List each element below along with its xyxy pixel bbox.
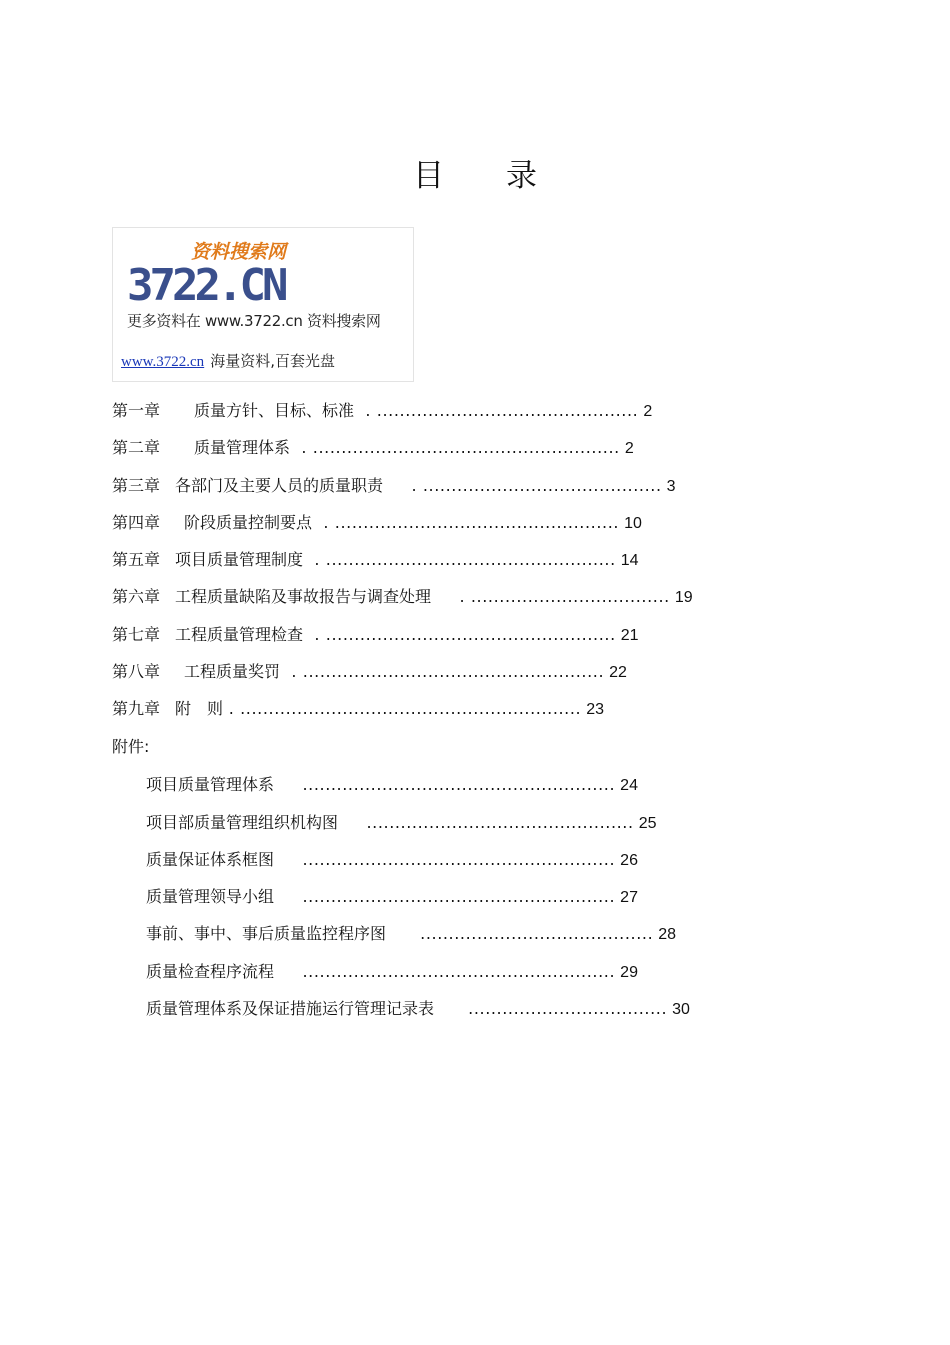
leader-dots: ......................................... bbox=[386, 924, 654, 943]
leader-dots: . .............................................. bbox=[354, 401, 639, 420]
page-number: 26 bbox=[620, 852, 638, 869]
logo-tagline: 资料搜索网 bbox=[191, 242, 287, 263]
chapter-number: 第三章 bbox=[112, 476, 161, 495]
leader-dots: ............................................... bbox=[338, 813, 634, 832]
toc-entry[interactable] bbox=[112, 438, 634, 459]
page-number: 2 bbox=[624, 440, 634, 457]
appendix-title: 项目质量管理体系 bbox=[146, 775, 275, 794]
chapter-title: 项目质量管理制度 bbox=[175, 550, 304, 569]
chapter-title: 工程质量缺陷及事故报告与调查处理 bbox=[175, 587, 432, 606]
banner-link-tag: 海量资料,百套光盘 bbox=[210, 352, 335, 370]
appendix-title: 项目部质量管理组织机构图 bbox=[146, 813, 339, 832]
title-char-2: 录 bbox=[506, 158, 537, 194]
page-number: 22 bbox=[609, 664, 627, 681]
chapter-title: 阶段质量控制要点 bbox=[184, 513, 313, 532]
page-number: 25 bbox=[638, 815, 657, 832]
leader-dots: . .................................................. bbox=[312, 513, 620, 532]
logo-main: 3722.CN bbox=[127, 260, 285, 308]
toc-entry[interactable] bbox=[112, 550, 639, 571]
appendix-entry[interactable] bbox=[146, 813, 656, 834]
appendix-entry[interactable] bbox=[146, 962, 638, 983]
chapter-title: 各部门及主要人员的质量职责 bbox=[175, 476, 384, 495]
appendix-entry[interactable] bbox=[146, 999, 690, 1020]
chapter-title: 质量方针、目标、标准 bbox=[194, 401, 355, 420]
leader-dots: ....................................................... bbox=[274, 850, 616, 869]
appendix-title: 质量管理体系及保证措施运行管理记录表 bbox=[146, 999, 435, 1018]
chapter-number: 第一章 bbox=[112, 401, 161, 420]
appendix-title: 质量管理领导小组 bbox=[146, 887, 275, 906]
leader-dots: ....................................................... bbox=[274, 887, 616, 906]
page-number: 21 bbox=[620, 627, 639, 644]
toc-entry[interactable] bbox=[112, 476, 676, 497]
chapter-number: 第七章 bbox=[112, 625, 161, 644]
chapter-number: 第六章 bbox=[112, 587, 161, 606]
page-number: 29 bbox=[620, 964, 638, 981]
page-number: 19 bbox=[674, 589, 693, 606]
leader-dots: ....................................................... bbox=[274, 775, 616, 794]
leader-dots: ................................... bbox=[434, 999, 668, 1018]
leader-dots: . ................................................... bbox=[303, 550, 616, 569]
leader-dots: . ...................................................... bbox=[290, 438, 620, 457]
appendix-entry[interactable] bbox=[146, 775, 638, 796]
title-char-1: 目 bbox=[413, 158, 444, 194]
appendix-title: 事前、事中、事后质量监控程序图 bbox=[146, 924, 387, 943]
chapter-title: 质量管理体系 bbox=[194, 438, 291, 457]
toc-entry[interactable] bbox=[112, 513, 642, 534]
leader-dots: . ............................................................ bbox=[223, 699, 582, 718]
page-number: 14 bbox=[620, 552, 639, 569]
chapter-number: 第五章 bbox=[112, 550, 161, 569]
toc-entry[interactable] bbox=[112, 401, 652, 422]
toc-entry[interactable] bbox=[112, 587, 693, 608]
page-number: 30 bbox=[672, 1001, 690, 1018]
chapter-number: 第八章 bbox=[112, 662, 161, 681]
toc-entry[interactable] bbox=[112, 625, 639, 646]
banner-more-text: 更多资料在 www.3722.cn 资料搜索网 bbox=[127, 312, 381, 330]
chapter-title: 工程质量管理检查 bbox=[175, 625, 304, 644]
appendix-title: 质量保证体系框图 bbox=[146, 850, 275, 869]
page-number: 3 bbox=[666, 478, 676, 495]
chapter-number: 第四章 bbox=[112, 513, 161, 532]
appendix-entry[interactable] bbox=[146, 924, 676, 945]
chapter-title: 附 则 bbox=[175, 699, 224, 718]
chapter-title: 工程质量奖罚 bbox=[184, 662, 281, 681]
appendix-entry[interactable] bbox=[146, 887, 638, 908]
leader-dots: . .......................................... bbox=[383, 476, 662, 495]
chapter-number: 第九章 bbox=[112, 699, 161, 718]
page-number: 10 bbox=[624, 515, 642, 532]
toc-entry[interactable] bbox=[112, 662, 627, 683]
appendix-entry[interactable] bbox=[146, 850, 638, 871]
leader-dots: ....................................................... bbox=[274, 962, 616, 981]
leader-dots: . ..................................................... bbox=[280, 662, 605, 681]
banner-link[interactable]: www.3722.cn bbox=[121, 354, 205, 370]
appendix-label: 附件: bbox=[112, 737, 150, 756]
leader-dots: . ................................... bbox=[431, 587, 670, 606]
page-number: 2 bbox=[643, 403, 653, 420]
page-number: 23 bbox=[586, 701, 605, 718]
page-number: 24 bbox=[620, 777, 638, 794]
appendix-title: 质量检查程序流程 bbox=[146, 962, 275, 981]
toc-entry[interactable] bbox=[112, 699, 604, 720]
page-number: 28 bbox=[658, 926, 677, 943]
leader-dots: . ................................................... bbox=[303, 625, 616, 644]
chapter-number: 第二章 bbox=[112, 438, 161, 457]
page-number: 27 bbox=[620, 889, 638, 906]
